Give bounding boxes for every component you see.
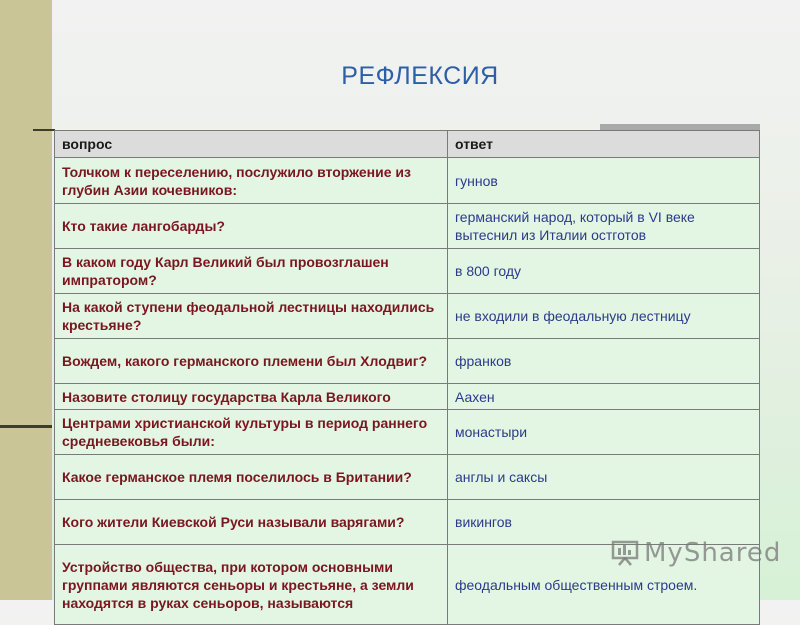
watermark-text: MyShared bbox=[644, 538, 782, 568]
answer-cell: франков bbox=[448, 339, 760, 384]
slide-title: РЕФЛЕКСИЯ bbox=[341, 62, 499, 90]
question-cell: Толчком к переселению, послужило вторжение из глубин Азии кочевников: bbox=[55, 158, 448, 204]
question-cell: Назовите столицу государства Карла Великого bbox=[55, 384, 448, 410]
table-row bbox=[55, 339, 760, 384]
answer-cell: Аахен bbox=[448, 384, 760, 410]
table-header-row bbox=[55, 131, 760, 158]
question-cell: Устройство общества, при котором основными группами являются сеньоры и крестьяне, а земли находятся в руках сеньоров, называются bbox=[55, 545, 448, 625]
presentation-icon bbox=[610, 540, 640, 566]
table-row bbox=[55, 410, 760, 455]
question-cell: Вождем, какого германского племени был Хлодвиг? bbox=[55, 339, 448, 384]
table-row bbox=[55, 158, 760, 204]
answer-cell: германский народ, который в VI веке вытеснил из Италии остготов bbox=[448, 204, 760, 249]
table-row bbox=[55, 384, 760, 410]
question-cell: На какой ступени феодальной лестницы находились крестьяне? bbox=[55, 294, 448, 339]
watermark bbox=[610, 538, 781, 568]
decorative-side-line bbox=[0, 425, 52, 428]
question-cell: Кого жители Киевской Руси называли варягами? bbox=[55, 500, 448, 545]
decorative-top-line bbox=[33, 129, 55, 131]
table-row bbox=[55, 455, 760, 500]
question-cell: Какое германское племя поселилось в Британии? bbox=[55, 455, 448, 500]
answer-cell: феодальным общественным строем. bbox=[448, 545, 760, 625]
table-row bbox=[55, 294, 760, 339]
table-row bbox=[55, 204, 760, 249]
question-cell: Центрами христианской культуры в период раннего средневековья были: bbox=[55, 410, 448, 455]
question-cell: Кто такие лангобарды? bbox=[55, 204, 448, 249]
question-cell: В каком году Карл Великий был провозглашен импратором? bbox=[55, 249, 448, 294]
answer-cell: не входили в феодальную лестницу bbox=[448, 294, 760, 339]
answer-cell: викингов bbox=[448, 500, 760, 545]
answer-cell: англы и саксы bbox=[448, 455, 760, 500]
answer-cell: в 800 году bbox=[448, 249, 760, 294]
header-answer: ответ bbox=[448, 131, 760, 158]
answer-cell: гуннов bbox=[448, 158, 760, 204]
table-row bbox=[55, 249, 760, 294]
header-question: вопрос bbox=[55, 131, 448, 158]
answer-cell: монастыри bbox=[448, 410, 760, 455]
